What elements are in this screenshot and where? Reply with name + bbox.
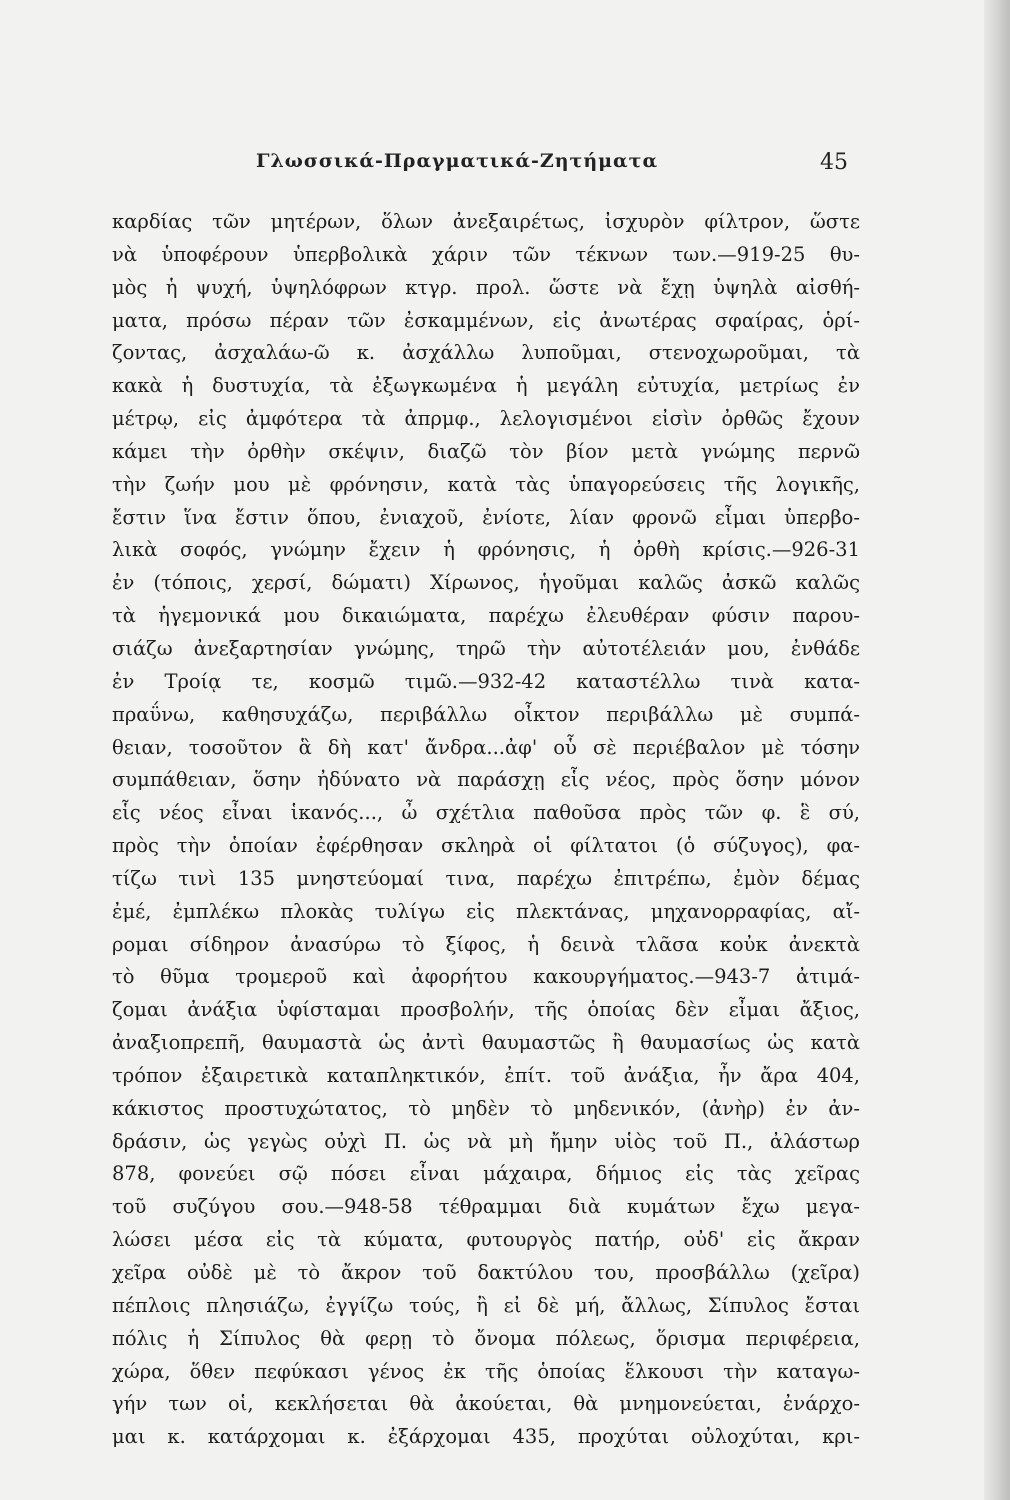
- text-line: πέπλοις πλησιάζω, ἐγγίζω τούς, ἢ εἰ δὲ μή, ἄλλως, Σίπυλος ἔσται: [112, 1293, 860, 1317]
- running-title: Γλωσσικά-Πραγματικά-Ζητήματα: [256, 150, 659, 172]
- text-line: ἀναξιοπρεπῆ, θαυμαστὰ ὡς ἀντὶ θαυμαστῶς ἢ θαυμασίως ὡς κατὰ: [112, 1031, 860, 1055]
- text-line: μέτρῳ, εἰς ἀμφότερα τὰ ἀπρμφ., λελογισμένοι εἰσὶν ὀρθῶς ἔχουν: [112, 407, 860, 431]
- text-line: ἐν (τόποις, χερσί, δώματι) Χίρωνος, ἡγοῦμαι καλῶς ἀσκῶ καλῶς: [112, 571, 860, 595]
- text-body: [112, 206, 860, 1454]
- text-line: ματα, πρόσω πέραν τῶν ἐσκαμμένων, εἰς ἀνωτέρας σφαίρας, ὁρί-: [112, 308, 860, 332]
- text-line: εἷς νέος εἶναι ἱκανός..., ὦ σχέτλια παθοῦσα πρὸς τῶν φ. ἓ σύ,: [112, 801, 860, 825]
- text-line: τίζω τινὶ 135 μνηστεύομαί τινα, παρέχω ἐπιτρέπω, ἐμὸν δέμας: [112, 866, 860, 890]
- text-line: χεῖρα οὐδὲ μὲ τὸ ἄκρον τοῦ δακτύλου του, προσβάλλω (χεῖρα): [112, 1261, 860, 1284]
- text-line: τὰ ἡγεμονικά μου δικαιώματα, παρέχω ἐλευθέραν φύσιν παρου-: [112, 604, 860, 628]
- text-line: ζοντας, ἀσχαλάω-ῶ κ. ἀσχάλλω λυποῦμαι, στενοχωροῦμαι, τὰ: [112, 341, 860, 365]
- page-edge: [984, 0, 1010, 1500]
- text-line: θειαν, τοσοῦτον ἃ δὴ κατ' ἄνδρα...ἀφ' οὗ σὲ περιέβαλον μὲ τόσην: [112, 735, 860, 759]
- text-line: τρόπον ἐξαιρετικὰ καταπληκτικόν, ἐπίτ. τοῦ ἀνάξια, ἦν ἄρα 404,: [112, 1063, 860, 1087]
- text-line: ἐμέ, ἐμπλέκω πλοκὰς τυλίγω εἰς πλεκτάνας, μηχανορραφίας, αἴ-: [112, 899, 860, 923]
- text-line: καρδίας τῶν μητέρων, ὅλων ἀνεξαιρέτως, ἰσχυρὸν φίλτρον, ὥστε: [112, 210, 860, 233]
- text-line: ζομαι ἀνάξια ὑφίσταμαι προσβολήν, τῆς ὁποίας δὲν εἶμαι ἄξιος,: [112, 998, 860, 1022]
- page-number: 45: [820, 150, 848, 175]
- text-line: λώσει μέσα εἰς τὰ κύματα, φυτουργὸς πατήρ, οὐδ' εἰς ἄκραν: [112, 1228, 860, 1252]
- text-line: κάκιστος προστυχώτατος, τὸ μηδὲν τὸ μηδενικόν, (ἀνὴρ) ἐν ἀν-: [112, 1096, 860, 1120]
- text-line: χώρα, ὅθεν πεφύκασι γένος ἐκ τῆς ὁποίας ἕλκουσι τὴν καταγω-: [112, 1359, 860, 1383]
- text-line: γήν των οἱ, κεκλήσεται θὰ ἀκούεται, θὰ μνημονεύεται, ἐνάρχο-: [112, 1392, 860, 1416]
- text-line: κάμει τὴν ὀρθὴν σκέψιν, διαζῶ τὸν βίον μετὰ γνώμης περνῶ: [112, 439, 860, 463]
- page-header: [0, 150, 1010, 180]
- text-line: συμπάθειαν, ὅσην ἠδύνατο νὰ παράσχῃ εἷς νέος, πρὸς ὅσην μόνον: [112, 768, 860, 792]
- text-line: δράσιν, ὡς γεγὼς οὐχὶ Π. ὡς νὰ μὴ ἤμην υἱὸς τοῦ Π., ἀλάστωρ: [112, 1129, 860, 1153]
- text-line: 878, φονεύει σῷ πόσει εἶναι μάχαιρα, δήμιος εἰς τὰς χεῖρας: [112, 1162, 860, 1186]
- text-line: ἐν Τροίᾳ τε, κοσμῶ τιμῶ.—932-42 καταστέλλω τινὰ κατα-: [112, 669, 860, 693]
- text-line: πραΰνω, καθησυχάζω, περιβάλλω οἶκτον περιβάλλω μὲ συμπά-: [112, 702, 860, 726]
- text-line: λικὰ σοφός, γνώμην ἔχειν ἡ φρόνησις, ἡ ὀρθὴ κρίσις.—926-31: [112, 538, 860, 562]
- text-line: πρὸς τὴν ὁποίαν ἐφέρθησαν σκληρὰ οἱ φίλτατοι (ὁ σύζυγος), φα-: [112, 834, 860, 858]
- text-line: ρομαι σίδηρον ἀνασύρω τὸ ξίφος, ἡ δεινὰ τλᾶσα κοὐκ ἀνεκτὰ: [112, 932, 860, 956]
- text-line: πόλις ἡ Σίπυλος θὰ φερῃ τὸ ὄνομα πόλεως, ὅρισμα περιφέρεια,: [112, 1326, 860, 1350]
- text-line: μαι κ. κατάρχομαι κ. ἐξάρχομαι 435, προχύται οὐλοχύται, κρι-: [112, 1425, 860, 1449]
- text-line: μὸς ἡ ψυχή, ὑψηλόφρων κτγρ. προλ. ὥστε νὰ ἔχῃ ὑψηλὰ αἰσθή-: [112, 275, 860, 299]
- text-line: τοῦ συζύγου σου.—948-58 τέθραμμαι διὰ κυμάτων ἔχω μεγα-: [112, 1195, 860, 1219]
- text-line: νὰ ὑποφέρουν ὑπερβολικὰ χάριν τῶν τέκνων των.—919-25 θυ-: [112, 242, 860, 266]
- text-line: τὴν ζωήν μου μὲ φρόνησιν, κατὰ τὰς ὑπαγορεύσεις τῆς λογικῆς,: [112, 472, 860, 496]
- text-line: τὸ θῦμα τρομεροῦ καὶ ἀφορήτου κακουργήματος.—943-7 ἀτιμά-: [112, 965, 860, 989]
- text-line: σιάζω ἀνεξαρτησίαν γνώμης, τηρῶ τὴν αὐτοτέλειάν μου, ἐνθάδε: [112, 636, 860, 660]
- text-line: ἔστιν ἵνα ἔστιν ὅπου, ἐνιαχοῦ, ἐνίοτε, λίαν φρονῶ εἶμαι ὑπερβο-: [112, 505, 860, 529]
- text-line: κακὰ ἡ δυστυχία, τὰ ἐξωγκωμένα ἡ μεγάλη εὐτυχία, μετρίως ἐν: [112, 374, 860, 398]
